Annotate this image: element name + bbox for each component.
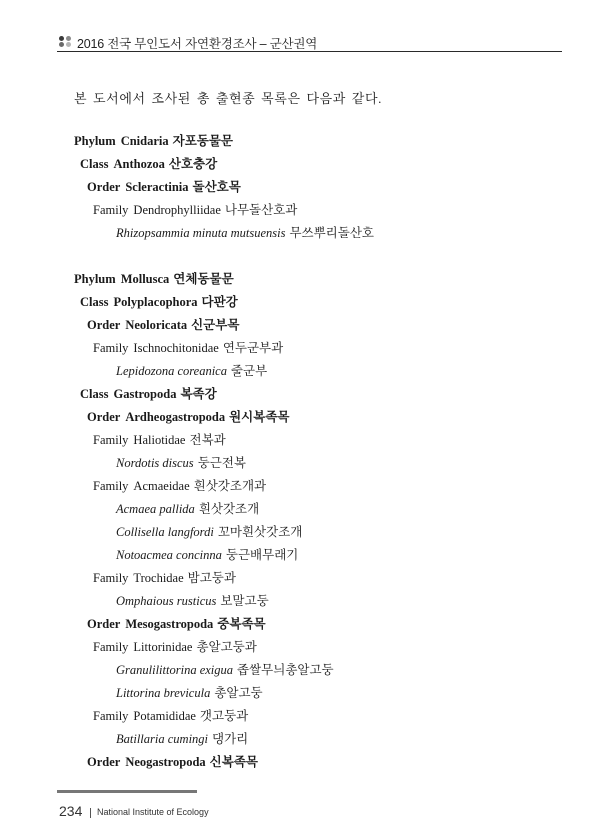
scientific-name: Acmaeidae [133, 479, 190, 493]
page-number: 234 [59, 803, 83, 819]
taxon-row-species [116, 547, 298, 563]
taxon-row-family [93, 570, 236, 586]
taxon-rank: Family [93, 709, 129, 723]
footer-bar [57, 790, 197, 793]
scientific-name: Anthozoa [113, 157, 165, 171]
scientific-name: Littorina brevicula [116, 686, 211, 700]
scientific-name: Omphaious rusticus [116, 594, 217, 608]
taxon-rank: Class [80, 387, 109, 401]
korean-name: 보말고둥 [220, 594, 269, 608]
taxon-row-order [87, 616, 266, 632]
taxon-rank: Order [87, 755, 121, 769]
taxon-rank: Order [87, 617, 121, 631]
scientific-name: Littorinidae [133, 640, 193, 654]
taxon-row-family [93, 478, 266, 494]
taxon-rank: Family [93, 571, 129, 585]
korean-name: 무쓰뿌리돌산호 [289, 226, 374, 240]
korean-name: 복족강 [180, 387, 217, 401]
taxon-row-species [116, 731, 248, 747]
scientific-name: Dendrophylliidae [133, 203, 221, 217]
footer-separator [90, 808, 91, 818]
scientific-name: Granulilittorina exigua [116, 663, 234, 677]
korean-name: 둥근전복 [197, 456, 246, 470]
scientific-name: Mollusca [120, 272, 170, 286]
taxon-rank: Class [80, 295, 109, 309]
scientific-name: Ardheogastropoda [125, 410, 226, 424]
taxon-row-order [87, 409, 290, 425]
scientific-name: Gastropoda [113, 387, 177, 401]
scientific-name: Haliotidae [133, 433, 186, 447]
taxon-rank: Family [93, 640, 129, 654]
taxon-rank: Family [93, 203, 129, 217]
taxon-row-species [116, 225, 374, 241]
taxon-row-phylum [74, 271, 234, 287]
scientific-name: Collisella langfordi [116, 525, 214, 539]
taxon-rank: Order [87, 318, 121, 332]
scientific-name: Ischnochitonidae [133, 341, 219, 355]
korean-name: 다판강 [201, 295, 238, 309]
korean-name: 신군부목 [191, 318, 240, 332]
taxon-rank: Phylum [74, 134, 116, 148]
korean-name: 꼬마흰삿갓조개 [217, 525, 303, 539]
korean-name: 둥근배무래기 [225, 548, 299, 562]
taxon-row-order [87, 754, 258, 770]
scientific-name: Nordotis discus [116, 456, 194, 470]
taxon-row-species [116, 363, 267, 379]
taxon-rank: Family [93, 479, 129, 493]
korean-name: 갯고둥과 [199, 709, 249, 723]
taxon-rank: Class [80, 157, 109, 171]
korean-name: 총알고둥 [214, 686, 263, 700]
taxon-row-family [93, 639, 257, 655]
korean-name: 돌산호목 [192, 180, 241, 194]
korean-name: 원시복족목 [229, 410, 290, 424]
korean-name: 좁쌀무늬총알고둥 [237, 663, 334, 677]
taxon-row-class [80, 156, 217, 172]
taxon-row-order [87, 317, 239, 333]
intro-sentence: 본 도서에서 조사된 총 출현종 목록은 다음과 같다. [74, 91, 382, 106]
taxon-row-family [93, 202, 297, 218]
korean-name: 산호충강 [168, 157, 218, 171]
korean-name: 밤고둥과 [187, 571, 236, 585]
taxon-row-family [93, 340, 283, 356]
taxon-rank: Order [87, 410, 121, 424]
scientific-name: Potamididae [133, 709, 196, 723]
header-title: 2016 전국 무인도서 자연환경조사 – 군산권역 [77, 37, 318, 51]
taxon-row-species [116, 593, 269, 609]
taxon-row-class [80, 294, 238, 310]
taxon-row-species [116, 524, 302, 540]
korean-name: 줄군부 [230, 364, 268, 378]
footer-publisher: National Institute of Ecology [97, 807, 209, 817]
taxon-rank: Family [93, 433, 129, 447]
korean-name: 신복족목 [209, 755, 258, 769]
korean-name: 나무돌산호과 [224, 203, 298, 217]
korean-name: 연두군부과 [222, 341, 284, 355]
korean-name: 총알고둥과 [196, 640, 257, 654]
taxon-row-species [116, 501, 259, 517]
taxon-row-species [116, 662, 334, 678]
scientific-name: Batillaria cumingi [116, 732, 209, 746]
scientific-name: Rhizopsammia minuta mutsuensis [116, 226, 286, 240]
scientific-name: Polyplacophora [113, 295, 198, 309]
scientific-name: Trochidae [133, 571, 184, 585]
korean-name: 흰삿갓조개 [198, 502, 260, 516]
taxon-row-family [93, 432, 226, 448]
scientific-name: Cnidaria [120, 134, 169, 148]
korean-name: 댕가리 [212, 732, 249, 746]
taxon-row-phylum [74, 133, 233, 149]
korean-name: 전복과 [189, 433, 226, 447]
taxon-rank: Phylum [74, 272, 116, 286]
scientific-name: Acmaea pallida [116, 502, 195, 516]
taxon-row-species [116, 685, 263, 701]
page-footer [57, 790, 562, 820]
korean-name: 연체동물문 [173, 272, 234, 286]
taxon-row-order [87, 179, 241, 195]
korean-name: 흰삿갓조개과 [193, 479, 267, 493]
taxon-row-class [80, 386, 217, 402]
scientific-name: Lepidozona coreanica [116, 364, 227, 378]
scientific-name: Scleractinia [125, 180, 189, 194]
scientific-name: Mesogastropoda [125, 617, 214, 631]
taxon-rank: Family [93, 341, 129, 355]
korean-name: 자포동물문 [172, 134, 234, 148]
taxon-rank: Order [87, 180, 121, 194]
scientific-name: Notoacmea concinna [116, 548, 222, 562]
scientific-name: Neogastropoda [125, 755, 206, 769]
taxon-row-species [116, 455, 246, 471]
korean-name: 중복족목 [217, 617, 266, 631]
scientific-name: Neoloricata [125, 318, 188, 332]
taxon-row-family [93, 708, 248, 724]
